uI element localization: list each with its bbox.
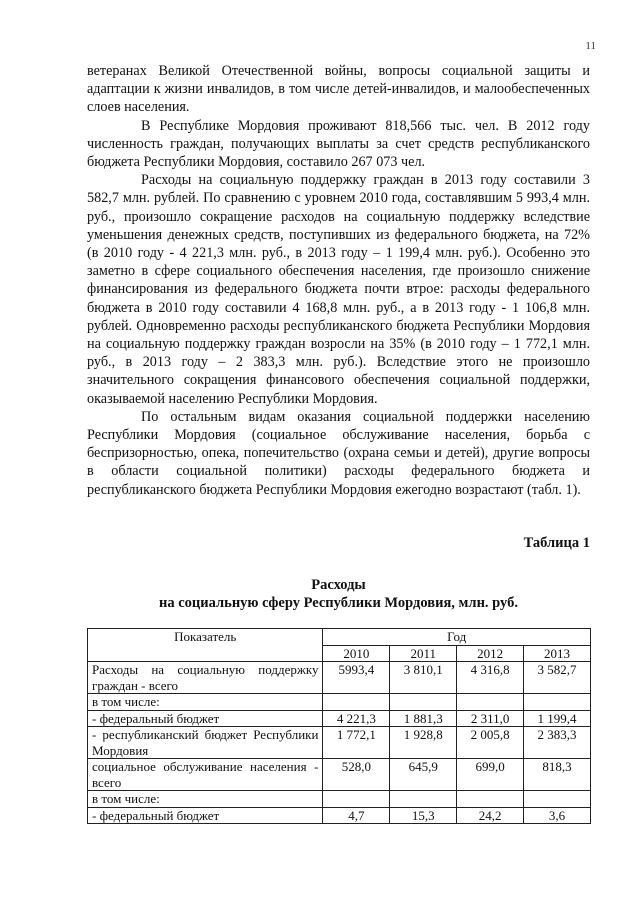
cell-value: 4 221,3 [323, 710, 390, 727]
cell-value [457, 694, 524, 711]
cell-value [524, 791, 591, 808]
cell-value: 15,3 [390, 807, 457, 824]
cell-value: 528,0 [323, 759, 390, 791]
cell-value: 1 928,8 [390, 727, 457, 759]
cell-value: 2 005,8 [457, 727, 524, 759]
paragraph: По остальным видам оказания социальной поддержки населению Республики Мордовия (социальное обслуживание населения, борьба с беспризорностью, опека, попечительство (охрана семьи и детей), другие вопросы в области социальной политики) расходы федерального бюджета и республиканского бюджета Республики Мордовия ежегодно возрастают (табл. 1). [87, 408, 590, 498]
row-label: социальное обслуживание населения - всего [88, 759, 323, 791]
header-year-cell: 2011 [390, 645, 457, 662]
row-label: - республиканский бюджет Республики Мордовия [88, 727, 323, 759]
header-year-cell: 2010 [323, 645, 390, 662]
cell-value: 3 810,1 [390, 662, 457, 694]
cell-value [323, 791, 390, 808]
cell-value: 3 582,7 [524, 662, 591, 694]
header-year: Год [323, 629, 591, 646]
table-label: Таблица 1 [523, 535, 590, 551]
cell-value: 818,3 [524, 759, 591, 791]
header-year-cell: 2013 [524, 645, 591, 662]
paragraph: Расходы на социальную поддержку граждан в 2013 году составили 3 582,7 млн. рублей. По сравнению с уровнем 2010 года, составлявшим 5 993,4 млн. руб., произошло сокращение расходов на социальную поддержку вследствие уменьшения денежных средств, поступивших из федерального бюджета, на 72% (в 2010 году - 4 221,3 млн. руб., в 2013 году – 1 199,4 млн. руб.). Особенно это заметно в сфере социального обеспечения населения, где произошло снижение финансирования из федерального бюджета почти втрое: расходы федерального бюджета в 2010 году составили 4 168,8 млн. руб., а в 2013 году - 1 106,8 млн. рублей. Одновременно расходы республиканского бюджета Республики Мордовия на социальную поддержку граждан возросли на 35% (в 2010 году – 1 772,1 млн. руб., в 2013 году – 2 383,3 млн. руб.). Вследствие этого не произошло значительного сокращения финансового обеспечения социальной поддержки, оказываемой населению Республики Мордовия. [87, 172, 590, 407]
cell-value: 5993,4 [323, 662, 390, 694]
cell-value: 2 311,0 [457, 710, 524, 727]
header-indicator: Показатель [88, 629, 323, 662]
row-label: - федеральный бюджет [88, 807, 323, 824]
table-row [88, 807, 591, 824]
cell-value: 1 881,3 [390, 710, 457, 727]
table-row [88, 710, 591, 727]
header-year-cell: 2012 [457, 645, 524, 662]
table-row [88, 662, 591, 694]
cell-value [457, 791, 524, 808]
cell-value: 4 316,8 [457, 662, 524, 694]
cell-value: 1 772,1 [323, 727, 390, 759]
cell-value: 24,2 [457, 807, 524, 824]
cell-value: 699,0 [457, 759, 524, 791]
cell-value [390, 694, 457, 711]
table-row [88, 759, 591, 791]
table-row [88, 694, 591, 711]
table-row [88, 791, 591, 808]
cell-value [524, 694, 591, 711]
expenses-table [87, 628, 591, 824]
cell-value: 3,6 [524, 807, 591, 824]
body-text [87, 62, 590, 499]
paragraph: В Республике Мордовия проживают 818,566 тыс. чел. В 2012 году численность граждан, получающих выплаты за счет средств республиканского бюджета Республики Мордовия, составило 267 073 чел. [87, 117, 590, 171]
cell-value: 4,7 [323, 807, 390, 824]
table-title-line-2: на социальную сферу Республики Мордовия, млн. руб. [159, 595, 518, 611]
page-number: 11 [585, 40, 596, 52]
table-row [88, 727, 591, 759]
cell-value: 2 383,3 [524, 727, 591, 759]
cell-value [323, 694, 390, 711]
cell-value: 1 199,4 [524, 710, 591, 727]
row-label: в том числе: [88, 791, 323, 808]
paragraph: ветеранах Великой Отечественной войны, вопросы социальной защиты и адаптации к жизни инвалидов, в том числе детей-инвалидов, и малообеспеченных слоев населения. [87, 63, 590, 116]
cell-value: 645,9 [390, 759, 457, 791]
table-title-line-1: Расходы [311, 577, 366, 593]
row-label: в том числе: [88, 694, 323, 711]
row-label: - федеральный бюджет [88, 710, 323, 727]
table-title [87, 576, 590, 612]
cell-value [390, 791, 457, 808]
row-label: Расходы на социальную поддержку граждан - всего [88, 662, 323, 694]
